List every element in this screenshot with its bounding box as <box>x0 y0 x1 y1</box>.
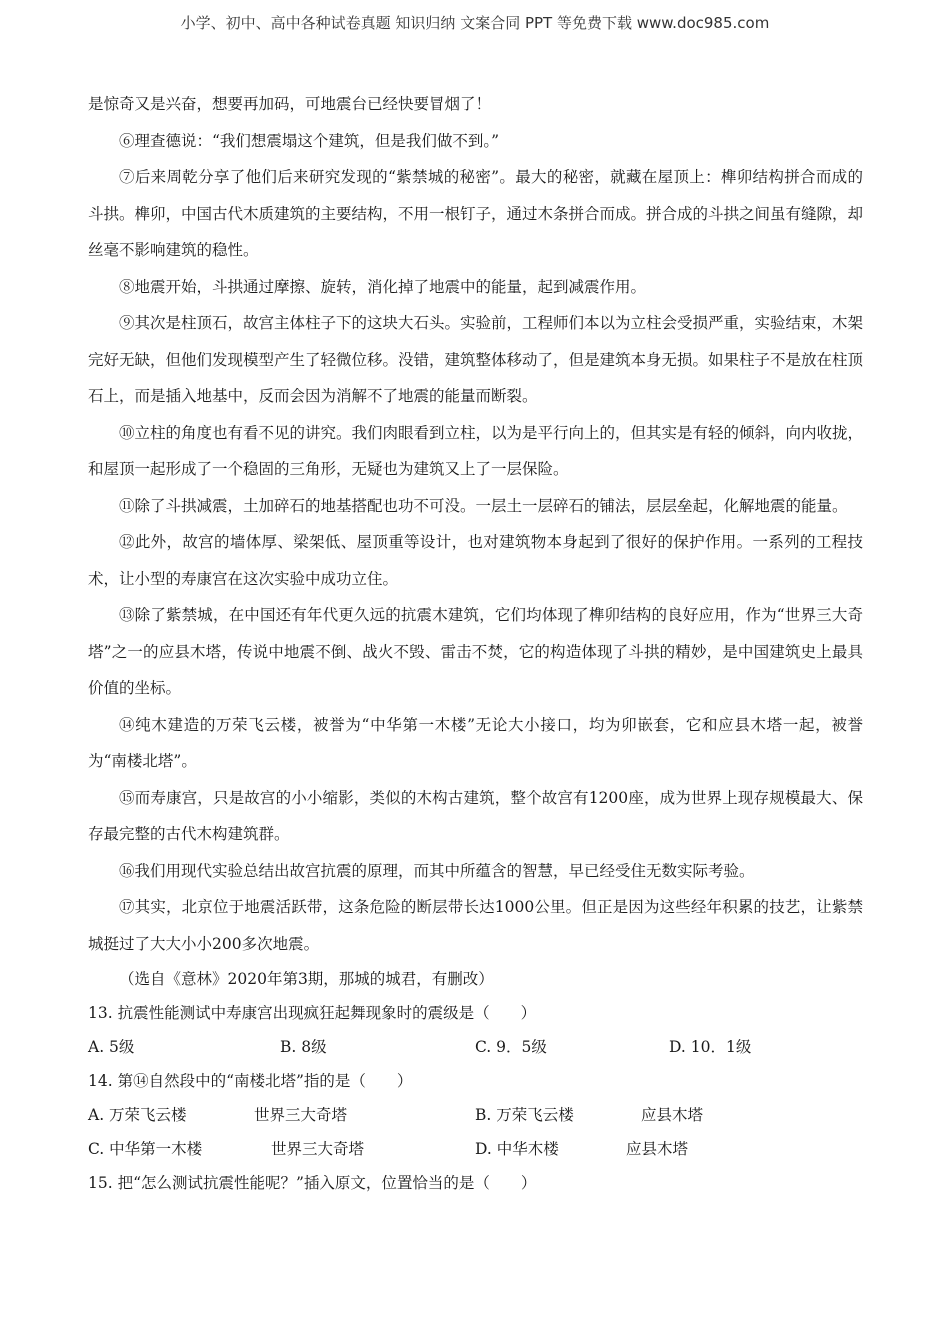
paragraph-15: ⑮而寿康宫，只是故宫的小小缩影，类似的木构古建筑，整个故宫有1200座，成为世界上现存规模最大、保存最完整的古代木构建筑群。 <box>88 788 863 843</box>
question-14-options-row1 <box>88 1098 863 1132</box>
question-13-stem: 13. 抗震性能测试中寿康宫出现疯狂起舞现象时的震级是（ ） <box>88 1004 537 1022</box>
paragraph-10: ⑩立柱的角度也有看不见的讲究。我们肉眼看到立柱，以为是平行向上的，但其实是有轻的倾斜，向内收拢，和屋顶一起形成了一个稳固的三角形，无疑也为建筑又上了一层保险。 <box>88 423 864 478</box>
paragraph-11: ⑪除了斗拱减震，土加碎石的地基搭配也功不可没。一层土一层碎石的铺法，层层垒起，化解地震的能量。 <box>119 496 848 515</box>
paragraph-9: ⑨其次是柱顶石，故宫主体柱子下的这块大石头。实验前，工程师们本以为立柱会受损严重，实验结束，木架完好无缺，但他们发现模型产生了轻微位移。没错，建筑整体移动了，但是建筑本身无损。如果柱子不是放在柱顶石上，而是插入地基中，反而会因为消解不了地震的能量而断裂。 <box>88 314 864 405</box>
q14-option-b[interactable]: B. 万荣飞云楼 <box>475 1106 574 1124</box>
q13-option-a[interactable]: A. 5级 <box>88 1038 135 1056</box>
q13-option-c[interactable]: C. 9．5级 <box>475 1038 547 1056</box>
paragraph-8: ⑧地震开始，斗拱通过摩擦、旋转，消化掉了地震中的能量，起到减震作用。 <box>119 277 647 296</box>
q13-option-b[interactable]: B. 8级 <box>280 1038 327 1056</box>
question-13-options <box>88 1030 863 1064</box>
page-header: 小学、初中、高中各种试卷真题 知识归纳 文案合同 PPT 等免费下载 www.doc985.com <box>180 14 770 32</box>
question-14-stem: 14. 第⑭自然段中的“南楼北塔”指的是（ ） <box>88 1072 413 1090</box>
paragraph-continued: 是惊奇又是兴奋，想要再加码，可地震台已经快要冒烟了！ <box>88 95 492 113</box>
article-body <box>88 86 863 1200</box>
q14-option-c-part2: 世界三大奇塔 <box>271 1140 365 1158</box>
question-15-stem: 15. 把“怎么测试抗震性能呢？”插入原文，位置恰当的是（ ） <box>88 1174 537 1192</box>
q14-option-b-part2: 应县木塔 <box>641 1106 704 1124</box>
paragraph-13: ⑬除了紫禁城，在中国还有年代更久远的抗震木建筑，它们均体现了榫卯结构的良好应用，作为“世界三大奇塔”之一的应县木塔，传说中地震不倒、战火不毁、雷击不焚，它的构造体现了斗拱的精妙，是中国建筑史上最具价值的坐标。 <box>88 606 863 697</box>
paragraph-14: ⑭纯木建造的万荣飞云楼，被誉为“中华第一木楼”无论大小接口，均为卯嵌套，它和应县木塔一起，被誉为“南楼北塔”。 <box>88 715 863 770</box>
q14-option-a[interactable] <box>88 1098 187 1132</box>
paragraph-6: ⑥理查德说：“我们想震塌这个建筑，但是我们做不到。” <box>119 131 500 150</box>
q14-option-d-part2: 应县木塔 <box>626 1140 689 1158</box>
q14-option-c[interactable]: C. 中华第一木楼 <box>88 1140 203 1158</box>
article-source: （选自《意林》2020年第3期，那城的城君，有删改） <box>119 970 494 988</box>
paragraph-16: ⑯我们用现代实验总结出故宫抗震的原理，而其中所蕴含的智慧，早已经受住无数实际考验。 <box>119 861 755 880</box>
q14-option-a-part1: A. 万荣飞云楼 <box>88 1106 187 1124</box>
paragraph-12: ⑫此外，故宫的墙体厚、梁架低、屋顶重等设计，也对建筑物本身起到了很好的保护作用。一系列的工程技术，让小型的寿康宫在这次实验中成功立住。 <box>88 533 863 588</box>
q13-option-d[interactable]: D. 10．1级 <box>669 1038 752 1056</box>
paragraph-7: ⑦后来周乾分享了他们后来研究发现的“紫禁城的秘密”。最大的秘密，就藏在屋顶上：榫卯结构拼合而成的斗拱。榫卯，中国古代木质建筑的主要结构，不用一根钉子，通过木条拼合而成。拼合成的斗拱之间虽有缝隙，却丝毫不影响建筑的稳性。 <box>88 168 864 259</box>
question-14-options-row2 <box>88 1132 863 1166</box>
paragraph-17: ⑰其实，北京位于地震活跃带，这条危险的断层带长达1000公里。但正是因为这些经年积累的技艺，让紫禁城挺过了大大小小200多次地震。 <box>88 898 863 953</box>
q14-option-d[interactable]: D. 中华木楼 <box>475 1140 559 1158</box>
q14-option-a-part2: 世界三大奇塔 <box>254 1106 348 1124</box>
